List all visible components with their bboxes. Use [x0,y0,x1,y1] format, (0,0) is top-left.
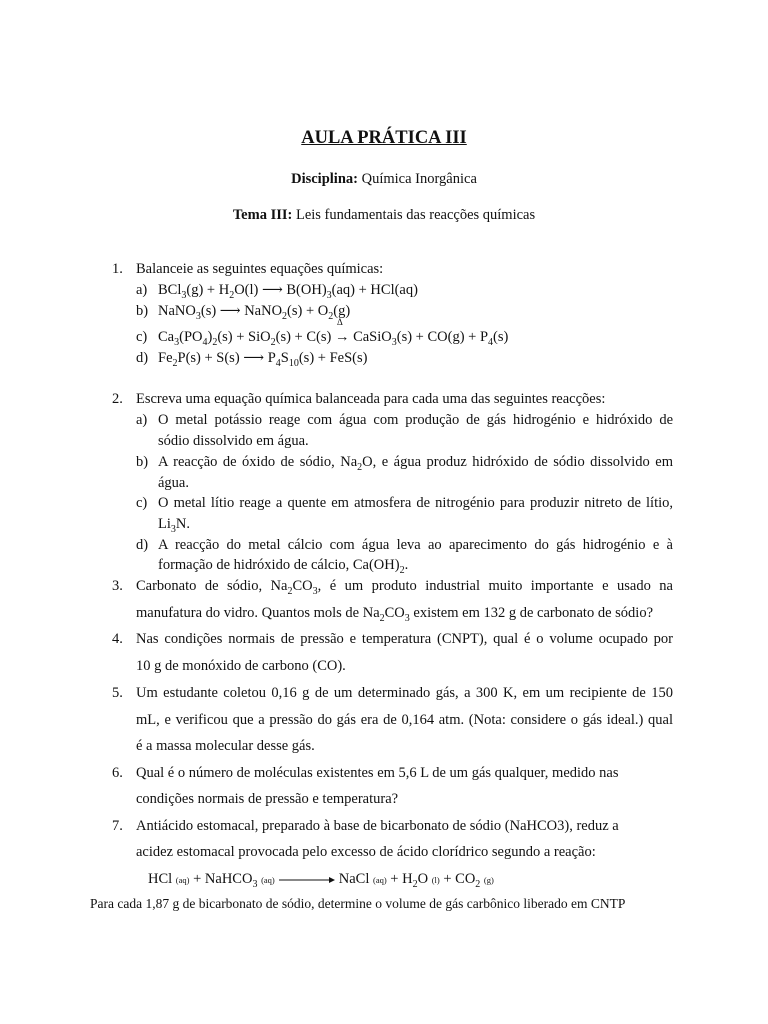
q1-text: Balanceie as seguintes equações químicas: [136,261,384,277]
q5-line3: é a massa molecular desse gás. [136,738,315,754]
q6-line2: condições normais de pressão e temperatura? [136,791,399,807]
q3-line2: manufatura do vidro. Quantos mols de $Na_2CO_3$ existem em 132 g de carbonato de sódio? [136,605,654,624]
q1-equation-d: $Fe_2P(s) + S(s)$ ⟶ $P_4S_{10}(s) + FeS(s)$ [158,350,368,369]
q5-line2: mL, e verificou que a pressão do gás era de 0,164 atm. (Nota: considere o gás ideal.) qual [136,712,673,728]
q1-equation-a: $BCl_3(g) + H_2O(l)$ ⟶ $B(OH)_3(aq) + HCl(aq)$ [158,282,418,301]
reaction-arrow-icon [279,875,335,885]
q2-item-c-label: c) [136,495,148,511]
q1-equation-c: $Ca_3(PO_4)_2(s) + SiO_2(s) + C(s)$ Δ → CaSiO$_3$(s) + $CO(g) + P_4(s)$ [158,317,509,348]
q7-number: 7. [112,818,123,834]
q2-item-a-line2: sódio dissolvido em água. [158,433,309,449]
q2-item-c-line2: $Li_3N$. [158,516,190,535]
q6-line1: Qual é o número de moléculas existentes em 5,6 L de um gás qualquer, medido nas [136,765,619,781]
tema-value: Leis fundamentais das reacções químicas [295,207,536,223]
page-title: AULA PRÁTICA III [301,128,467,148]
q2-text: Escreva uma equação química balanceada para cada uma das seguintes reacções: [136,391,606,407]
q6-number: 6. [112,765,123,781]
q2-item-d-line2: formação de hidróxido de cálcio, $Ca(OH)_2$. [158,557,409,576]
q2-item-b-label: b) [136,454,149,470]
q7-line2: acidez estomacal provocada pelo excesso de ácido clorídrico segundo a reação: [136,844,596,860]
q1-item-c-label: c) [136,329,148,345]
q2-item-b-line2: água. [158,475,189,491]
q2-item-b-line1: A reacção de óxido de sódio, $Na_2O$, e água produz hidróxido de sódio dissolvido em [158,454,673,473]
q1-item-b-label: b) [136,303,149,319]
q5-number: 5. [112,685,123,701]
q4-line1: Nas condições normais de pressão e temperatura (CNPT), qual é o volume ocupado por [136,631,673,647]
tema-label: Tema III: [232,207,293,223]
q2-item-c-line1: O metal lítio reage a quente em atmosfera de nitrogénio para produzir nitreto de lítio, [158,495,673,511]
q7-reaction-equation: HCl (aq) + NaHCO$_3$ (aq) NaCl $(aq) + H_2O$ $(l) + CO_2$ (g) [148,871,494,890]
q3-number: 3. [112,578,123,594]
q5-line1: Um estudante coletou 0,16 g de um determinado gás, a 300 K, em um recipiente de 150 [136,685,673,701]
q2-item-d-label: d) [136,537,149,553]
q2-item-d-line1: A reacção do metal cálcio com água leva ao aparecimento do gás hidrogénio e à [158,537,673,553]
q1-number: 1. [112,261,123,277]
q1-equation-b: NaNO$_3$(s) ⟶ NaNO$_2$(s) + $O_2(g)$ [158,303,351,322]
tema-line [0,207,768,224]
q4-number: 4. [112,631,123,647]
q4-line2: 10 g de monóxido de carbono (CO). [136,658,346,674]
disciplina-line [0,171,768,188]
q7-footer: Para cada 1,87 g de bicarbonato de sódio, determine o volume de gás carbônico liberado em CNTP [90,896,626,911]
q2-item-a-line1: O metal potássio reage com água com produção de gás hidrogénio e hidróxido de [158,412,673,428]
disciplina-label: Disciplina: [291,171,358,187]
disciplina-value: Química Inorgânica [361,171,477,187]
q7-line1: Antiácido estomacal, preparado à base de bicarbonato de sódio (NaHCO3), reduz a [136,818,619,834]
q2-item-a-label: a) [136,412,148,428]
q1-item-d-label: d) [136,350,149,366]
q1-item-a-label: a) [136,282,148,298]
q2-number: 2. [112,391,123,407]
q3-line1: Carbonato de sódio, $Na_2CO_3$, é um produto industrial muito importante e usado na [136,578,673,597]
